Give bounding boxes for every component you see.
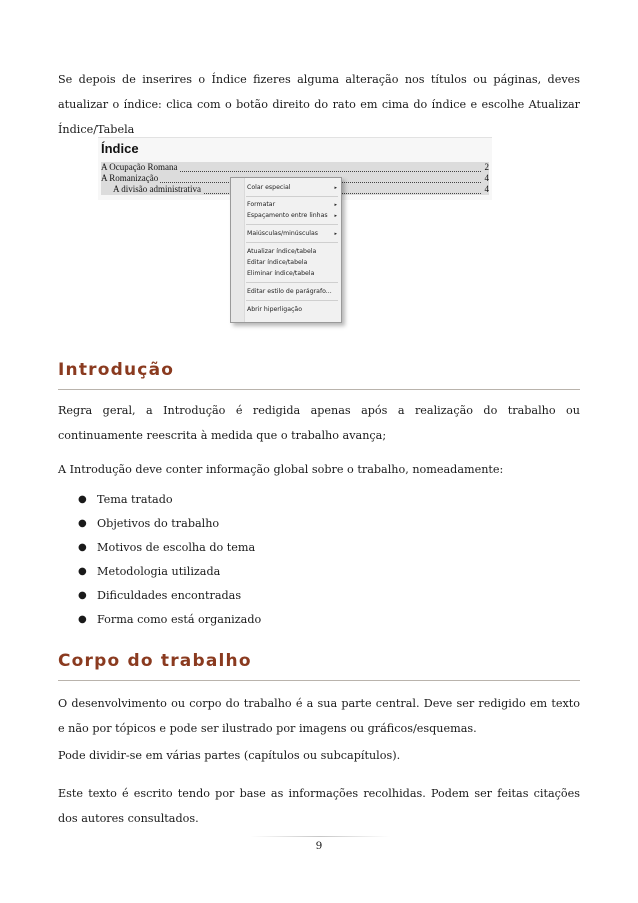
chevron-right-icon: ▸ [334, 202, 337, 208]
toc-entry-page: 4 [484, 184, 489, 194]
intro-bullet-list [78, 488, 261, 632]
list-item: ● Tema tratado [78, 488, 261, 512]
menu-item-abrir-hiperligacao[interactable]: Abrir hiperligação [247, 306, 302, 313]
bullet-icon: ● [78, 566, 87, 577]
list-item: ● Objetivos do trabalho [78, 512, 261, 536]
toc-entry [101, 162, 489, 173]
list-item: ● Motivos de escolha do tema [78, 536, 261, 560]
bullet-icon: ● [78, 614, 87, 625]
section-heading-corpo: Corpo do trabalho [58, 651, 252, 671]
toc-entry-text: A Romanização [101, 173, 159, 183]
bullet-icon: ● [78, 518, 87, 529]
toc-entry-text: A Ocupação Romana [101, 162, 178, 172]
list-item: ● Forma como está organizado [78, 608, 261, 632]
toc-entry-text: A divisão administrativa [113, 184, 201, 194]
heading-rule [58, 680, 580, 681]
list-item: ● Dificuldades encontradas [78, 584, 261, 608]
toc-context-menu-figure [98, 137, 492, 327]
chevron-right-icon: ▸ [334, 231, 337, 237]
menu-item-editar-estilo[interactable]: Editar estilo de parágrafo... [247, 288, 332, 295]
toc-title: Índice [101, 141, 139, 156]
heading-rule [58, 389, 580, 390]
menu-item-formatar[interactable]: Formatar ▸ [247, 201, 337, 208]
intro-section-paragraph: Regra geral, a Introdução é redigida apenas após a realização do trabalho ou continuamente reescrita à medida que o trabalho avança; [58, 404, 580, 442]
menu-item-editar-indice[interactable]: Editar índice/tabela [247, 259, 308, 266]
bullet-icon: ● [78, 494, 87, 505]
intro-section-paragraph: A Introdução deve conter informação global sobre o trabalho, nomeadamente: [58, 463, 504, 476]
bullet-icon: ● [78, 590, 87, 601]
menu-item-colar-especial[interactable]: Colar especial ▸ [247, 184, 337, 191]
body-section-paragraph: Pode dividir-se em várias partes (capítulos ou subcapítulos). [58, 749, 401, 762]
intro-paragraph: Se depois de inserires o Índice fizeres alguma alteração nos títulos ou páginas, deves atualizar o índice: clica com o botão direito do rato em cima do índice e escolhe Atualizar Índice/Tabela [58, 73, 580, 136]
page-number: 9 [315, 840, 323, 852]
menu-item-espacamento[interactable]: Espaçamento entre linhas ▸ [247, 212, 337, 219]
footer-rule [250, 836, 390, 837]
list-item: ● Metodologia utilizada [78, 560, 261, 584]
menu-item-maiusculas[interactable]: Maiúsculas/minúsculas ▸ [247, 230, 337, 237]
chevron-right-icon: ▸ [334, 185, 337, 191]
menu-item-atualizar-indice[interactable]: Atualizar índice/tabela [247, 248, 317, 255]
body-section-paragraph: O desenvolvimento ou corpo do trabalho é a sua parte central. Deve ser redigido em texto e não por tópicos e pode ser ilustrado por imagens ou gráficos/esquemas. [58, 697, 580, 735]
body-section-paragraph: Este texto é escrito tendo por base as informações recolhidas. Podem ser feitas citações dos autores consultados. [58, 787, 580, 825]
toc-entry-page: 2 [484, 162, 489, 172]
menu-item-eliminar-indice[interactable]: Eliminar índice/tabela [247, 270, 315, 277]
section-heading-introducao: Introdução [58, 360, 175, 380]
toc-entry-page: 4 [484, 173, 489, 183]
context-menu [230, 177, 342, 323]
bullet-icon: ● [78, 542, 87, 553]
chevron-right-icon: ▸ [334, 213, 337, 219]
